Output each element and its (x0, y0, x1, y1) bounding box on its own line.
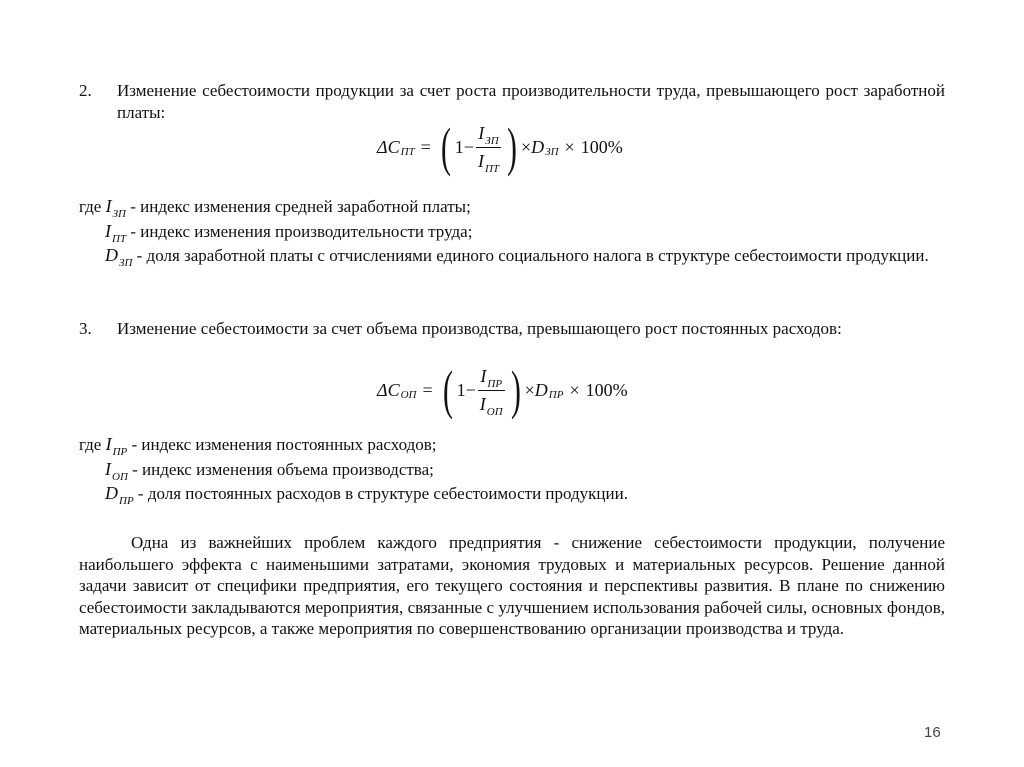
formula-1-right-paren: ) (507, 117, 517, 177)
formula-2-den: I (479, 393, 486, 414)
formula-2-tail: 100% (585, 379, 628, 400)
def-symbol: D (105, 483, 118, 503)
def-symbol: I (105, 434, 112, 454)
formula-1-lhs: ΔC (377, 136, 400, 157)
def-text: - доля постоянных расходов в структуре себестоимости продукции. (137, 484, 628, 503)
def-symbol: I (105, 220, 111, 241)
formula-2 (377, 360, 628, 420)
def-prefix: где (79, 435, 102, 454)
def-sub: ПТ (112, 232, 127, 245)
formula-1-one-minus: 1− (454, 136, 474, 157)
formula-2-num: I (480, 365, 487, 386)
formula-2-times2: × (569, 379, 580, 400)
formula-1-num: I (478, 122, 485, 143)
item-3-heading (79, 318, 945, 340)
formula-1-times1: × (520, 136, 532, 157)
definition-1-2 (79, 221, 945, 246)
def-text: - доля заработной платы с отчислениями единого социального налога в структуре себестоимости продукции. (136, 246, 929, 265)
item-3 (79, 318, 945, 340)
formula-1-eq: = (420, 136, 431, 157)
def-text: - индекс изменения средней заработной платы; (130, 197, 471, 216)
formula-1-den: I (477, 150, 484, 171)
body-paragraph: Одна из важнейших проблем каждого предприятия - снижение себестоимости продукции, получение наибольшего эффекта с наименьшими затратами, экономия трудовых и материальных ресурсов. Решение данной задачи зависит от специфики предприятия, его текущего состояния и перспективы развития. В плане по снижению себестоимости закладываются мероприятия, связанные с улучшением использования рабочей силы, основных фондов, материальных ресурсов, а также мероприятия по совершенствованию организации производства и труда. (79, 533, 945, 638)
def-sub: ПР (112, 446, 128, 458)
definition-2-3 (79, 483, 945, 508)
item-3-number: 3. (79, 319, 92, 338)
formula-2-lhs: ΔC (377, 379, 400, 400)
def-symbol: I (105, 196, 112, 216)
formula-2-left-paren: ( (442, 360, 453, 420)
def-text: - индекс изменения постоянных расходов; (131, 435, 437, 454)
formula-2-fraction (478, 365, 505, 418)
def-sub: ЗП (119, 257, 133, 269)
page-number: 16 (924, 724, 941, 741)
item-2-text: Изменение себестоимости продукции за счет роста производительности труда, превышающего рост заработной платы: (117, 81, 945, 122)
formula-1-lhs-sub: ПТ (400, 146, 415, 158)
definition-1-3 (79, 245, 945, 270)
definition-2-2 (79, 459, 945, 484)
def-symbol: D (105, 245, 118, 265)
def-symbol: I (105, 458, 111, 479)
formula-1 (377, 117, 623, 177)
definition-1-1 (79, 196, 945, 221)
formula-1-fraction (476, 122, 501, 175)
def-text: - индекс изменения объема производства; (132, 459, 434, 479)
definitions-1 (79, 196, 945, 270)
item-2-number: 2. (79, 81, 92, 100)
def-sub: ПР (119, 495, 134, 507)
formula-1-left-paren: ( (440, 117, 451, 177)
def-sub: ЗП (112, 208, 126, 220)
formula-1-den-sub: ПТ (484, 162, 499, 175)
def-text: - индекс изменения производительности труда; (130, 221, 473, 241)
def-prefix: где (79, 197, 102, 216)
formula-2-num-sub: ПР (487, 377, 503, 390)
formula-1-times2: × (564, 136, 575, 157)
formula-2-eq: = (422, 379, 433, 400)
item-3-text: Изменение себестоимости за счет объема производства, превышающего рост постоянных расходов: (117, 319, 842, 338)
formula-1-d: D (531, 136, 545, 157)
formula-1-num-sub: ЗП (485, 134, 499, 147)
formula-1-d-sub: ЗП (545, 146, 559, 158)
formula-2-d: D (534, 379, 548, 400)
formula-2-den-sub: ОП (486, 405, 503, 418)
formula-2-lhs-sub: ОП (400, 389, 417, 401)
formula-1-tail: 100% (580, 136, 623, 157)
formula-2-one-minus: 1− (456, 379, 476, 400)
def-sub: ОП (112, 470, 128, 483)
formula-2-right-paren: ) (510, 360, 521, 420)
formula-2-times1: × (524, 379, 535, 400)
definition-2-1 (79, 434, 945, 459)
definitions-2 (79, 434, 945, 508)
formula-2-d-sub: ПР (548, 389, 564, 401)
